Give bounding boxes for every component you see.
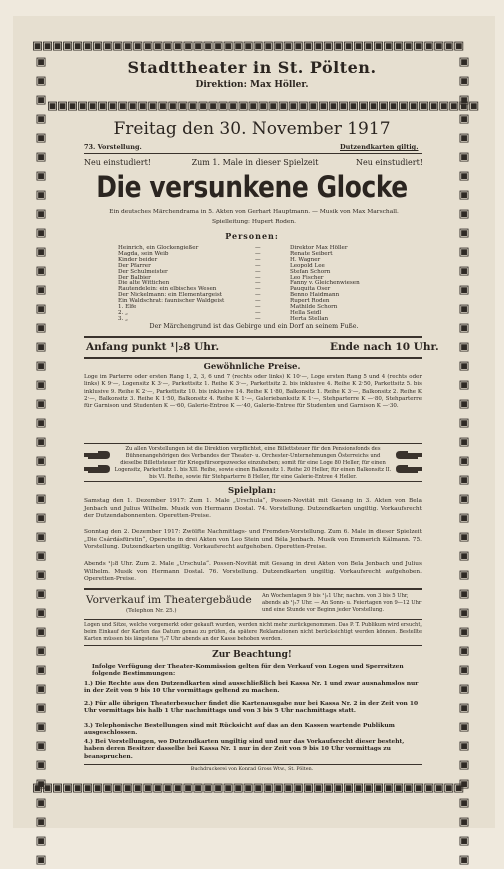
attention-item: 3.) Telephonische Bestellungen sind mit Rücksicht auf das an den Kassen wartende Publikum ausgeschlossen. xyxy=(84,722,395,737)
presale-hours: An Wochentagen 9 bis ¹|₂1 Uhr, nachm. von 3 bis 5 Uhr, abends ab ¹|₂7 Uhr. — An Sonn- u. Feiertagen von 9—12 Uhr und eine Stunde vor Beginn jeder Vorstellung. xyxy=(262,593,422,613)
setting-note: Der Märchengrund ist das Gebirge und ein Dorf an seinem Fuße. xyxy=(149,323,359,330)
presale-title: Vorverkauf im Theatergebäude xyxy=(86,594,252,606)
timing-rule-top xyxy=(84,336,422,338)
cast-role: 3. „ xyxy=(118,315,129,322)
cast-dash: — xyxy=(255,286,261,293)
attention-intro: Infolge Verfügung der Theater-Kommission gelten für den Verkauf von Logen und Sperrsitzen folgende Bestimmungen: xyxy=(92,663,404,678)
printer-rule xyxy=(84,764,422,765)
top-border: ▣▣▣▣▣▣▣▣▣▣▣▣▣▣▣▣▣▣▣▣▣▣▣▣▣▣▣▣▣▣▣▣▣▣▣▣▣▣▣▣▣▣▣ xyxy=(33,36,465,54)
date-rule xyxy=(84,153,422,154)
cast-role: Ein Waldschrat: faunischer Waldgeist xyxy=(118,298,225,305)
cast-dash: — xyxy=(255,292,261,299)
cast-dash: — xyxy=(255,274,261,281)
start-time: Anfang punkt ¹|₂8 Uhr. xyxy=(86,341,220,353)
cast-dash: — xyxy=(255,250,261,257)
cast-actor: Benno Haidmann xyxy=(290,292,340,299)
cast-actor: Fanny v. Gleichenwiesen xyxy=(290,280,360,287)
schedule-item: Abends ¹|₂8 Uhr. Zum 2. Male „Urschula“. Possen-Novität mit Gesang in drei Akten von Bela Jenbach und Julius Wilhelm. Musik von Hermann Dostal. 76. Vorstellung. Dutzendkarten ungiltig. Vorkaufsrecht aufgehoben. Operetten-Preise. xyxy=(84,561,422,583)
theatre-name: Stadttheater in St. Pölten. xyxy=(127,58,377,77)
cast-actor: Leopold Lee xyxy=(290,262,325,269)
cast-dash: — xyxy=(255,245,261,251)
end-time: Ende nach 10 Uhr. xyxy=(330,341,439,353)
schedule-item: Samstag den 1. Dezember 1917: Zum 1. Male „Urschula“, Possen-Novität mit Gesang in 3. Akten von Bela Jenbach und Julius Wilhelm. Musik von Hermann Dostal. 74. Vorstellung. Dutzendkarten ungiltig. Vorkaufsrecht der Dutzendabonnenten. Operetten-Preise. xyxy=(84,498,422,520)
pointing-hand-icon xyxy=(396,450,422,460)
cast-role: 2. „ xyxy=(118,309,129,316)
presale-rule xyxy=(84,619,422,620)
booking-rules: Logen und Sitze, welche vorgemerkt oder gekauft wurden, werden nicht mehr zurückgenommen. Das P. T. Publikum wird ersucht, beim Einkauf der Karten das Datum genau zu prüfen, da spätere Reklamationen nicht berücksichtigt werden können. Bestellte Karten müssen bis längstens ¹|₂7 Uhr abends an der Kasse behoben werden. xyxy=(84,622,422,642)
header-divider-border: ▣▣▣▣▣▣▣▣▣▣▣▣▣▣▣▣▣▣▣▣▣▣▣▣▣▣▣▣▣▣▣▣▣▣▣▣▣▣▣▣▣▣▣ xyxy=(48,96,480,114)
left-border: ▣▣▣▣▣▣▣▣▣▣▣▣▣▣▣▣▣▣▣▣▣▣▣▣▣▣▣▣▣▣▣▣▣▣▣▣▣▣▣▣▣▣▣ xyxy=(32,52,50,869)
play-subtitle: Ein deutsches Märchendrama in 5. Akten von Gerhart Hauptmann. — Musik von Max Marschall. xyxy=(109,209,399,215)
note-right: Neu einstudiert! xyxy=(356,158,424,167)
cast-actor: Herta Stellan xyxy=(290,315,329,322)
schedule-rule xyxy=(84,588,422,590)
cast-role: Heinrich, ein Glockengießer xyxy=(118,245,199,251)
management-line: Direktion: Max Höller. xyxy=(195,80,309,90)
attention-heading: Zur Beachtung! xyxy=(212,650,292,660)
cast-role: Der Schulmeister xyxy=(118,268,168,275)
tax-notice: Zu allen Vorstellungen ist die Direktion verpflichtet, eine Billettsteuer für den Pensionsfonds des Bühnenangehörigen des Verbandes der Theater- u. Orchester-Unternehmungen Österreichs und dieselbe Billettsteuer für Kriegsfürsorgezwecke einzuheben; somit für eine Loge 80 Heller, für einen Logensitz, Parkettsitz 1. bis XII. Reihe, sowie einen Balkonsitz 1. Reihe 20 Heller, für einen Balkonsitz II. bis VI. Reihe, sowie für Stehparterre 8 Heller, für eine Galerie-Entree 4 Heller. xyxy=(114,446,392,480)
stage-director: Spielleitung: Hupert Roden. xyxy=(211,219,297,225)
prices-rule xyxy=(84,443,422,444)
cast-role: Rautendelein: ein elbisches Wesen xyxy=(118,286,217,293)
performance-number: 73. Vorstellung. xyxy=(84,143,142,151)
bottom-border: ▣▣▣▣▣▣▣▣▣▣▣▣▣▣▣▣▣▣▣▣▣▣▣▣▣▣▣▣▣▣▣▣▣▣▣▣▣▣▣▣▣▣▣ xyxy=(33,778,465,796)
cast-dash: — xyxy=(255,256,261,263)
attention-item: 1.) Die Rechte aus den Dutzendkarten sind ausschließlich bei Kassa Nr. 1 und zwar ausnahmslos nur in der Zeit von 9 bis 10 Uhr vormittags geltend zu machen. xyxy=(84,680,419,695)
cast-role: Der Balbier xyxy=(118,274,151,281)
cast-heading: Personen: xyxy=(225,231,279,241)
cast-actor: Stefan Schorn xyxy=(290,268,331,275)
cast-role: Kinder beider xyxy=(118,256,158,263)
rules-rule xyxy=(84,645,422,646)
timing-rule-bottom xyxy=(84,357,422,359)
right-border: ▣▣▣▣▣▣▣▣▣▣▣▣▣▣▣▣▣▣▣▣▣▣▣▣▣▣▣▣▣▣▣▣▣▣▣▣▣▣▣▣▣▣▣ xyxy=(455,52,473,869)
cast-dash: — xyxy=(255,309,261,316)
printer-credit: Buchdruckerei von Konrad Gross Wtw., St. Pölten. xyxy=(190,767,314,772)
performance-date: Freitag den 30. November 1917 xyxy=(113,119,391,139)
cast-role: Der Pfarrer xyxy=(118,262,151,269)
pointing-hand-icon xyxy=(84,450,110,460)
cast-role: Der Nickelmann: ein Elementargeist xyxy=(118,292,222,299)
presale-phone: (Telephon Nr. 25.) xyxy=(126,608,177,614)
cast-actor: H. Wagner xyxy=(290,256,321,263)
cast-actor: Rupert Roden xyxy=(290,298,330,305)
cast-role: Magda, sein Weib xyxy=(118,250,169,257)
cast-dash: — xyxy=(255,262,261,269)
cast-role: Die alte Wittichen xyxy=(118,280,170,287)
pointing-hand-icon xyxy=(84,464,110,474)
cast-dash: — xyxy=(255,280,261,287)
note-left: Neu einstudiert! xyxy=(84,158,152,167)
play-title: Die versunkene Glocke xyxy=(96,170,408,204)
cast-dash: — xyxy=(255,304,261,310)
cast-actor: Renate Seibert xyxy=(290,250,333,257)
schedule-item: Sonntag den 2. Dezember 1917: Zwölfte Nachmittags- und Fremden-Vorstellung. Zum 6. Male in dieser Spielzeit „Die Csárdásfürstin“, Operette in drei Akten von Leo Stein und Béla Jenbach. Musik von Emmerich Kálmann. 75. Vorstellung. Dutzendkarten ungiltig. Vorkaufsrecht aufgehoben. Operetten-Preise. xyxy=(84,529,422,551)
cast-actor: Direktor Max Höller xyxy=(290,245,348,251)
note-center: Zum 1. Male in dieser Spielzeit xyxy=(191,158,319,167)
attention-item: 2.) Für alle übrigen Theaterbesucher findet die Kartenausgabe nur bei Kassa Nr. 2 in der Zeit von 10 Uhr vormittags bis halb 1 Uhr nachmittags und von 3 bis 5 Uhr nachmittags statt. xyxy=(84,700,419,715)
notice-rule xyxy=(84,481,422,482)
prices-heading: Gewöhnliche Preise. xyxy=(203,362,301,372)
ticket-validity: Dutzendkarten giltig. xyxy=(340,143,419,151)
cast-actor: Pauquita Oser xyxy=(290,286,331,293)
prices-text: Loge im Parterre oder ersten Rang 1, 2, 3, 6 und 7 (rechts oder links) K 10·—, Loge ersten Rang 5 und 4 (rechts oder links) K 9·—, Logensitz K 3·—, Parkettsitz 1. Reihe K 3·—, Parkettsitz 2. bis inklusive 4. Reihe K 2·50, Parkettsitz 5. bis inklusive 9. Reihe K 2·—, Parkettsitz 10. bis inklusive 14. Reihe K 1·80, Balkonsitz 1. Reihe K 3·—, Balkonsitz 2. Reihe K 2·—, Balkonsitz 3. Reihe K 1·50, Balkonsitz 4. Reihe K 1·—, Galeriebanksitz K 1·—, Stehparterre K —·80, Stehparterre für Garnison und Studenten K —·60, Galerie-Entree K —·40, Galerie-Entree für Studenten und Garnison K —·30. xyxy=(84,374,422,410)
cast-actor: Mathilde Schorn xyxy=(290,304,338,310)
cast-dash: — xyxy=(255,315,261,322)
cast-actor: Hella Seidl xyxy=(290,309,322,316)
cast-dash: — xyxy=(255,298,261,305)
schedule-heading: Spielplan: xyxy=(228,486,276,496)
attention-item: 4.) Bei Vorstellungen, wo Dutzendkarten ungiltig sind und nur das Vorkaufsrecht dieser besteht, haben deren Besitzer dasselbe bei Kassa Nr. 1 nur in der Zeit von 9 bis 10 Uhr vormittags zu beanspruchen. xyxy=(84,738,405,760)
cast-actor: Leo Fischer xyxy=(290,274,324,281)
cast-dash: — xyxy=(255,268,261,275)
cast-role: 1. Elfe xyxy=(118,304,137,310)
pointing-hand-icon xyxy=(396,464,422,474)
